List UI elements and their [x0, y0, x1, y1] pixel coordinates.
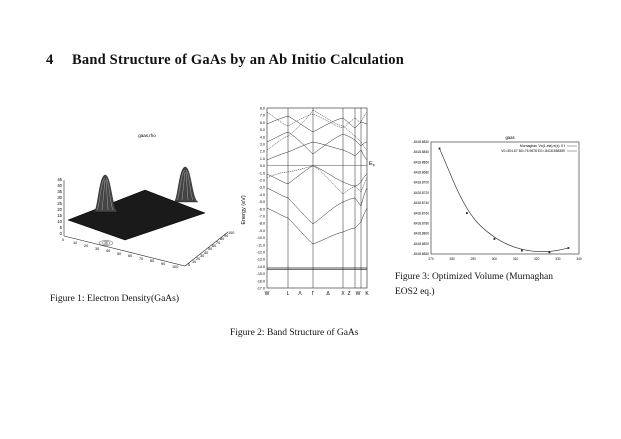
- svg-text:-8418.8680: -8418.8680: [412, 170, 429, 175]
- svg-text:0: 0: [62, 238, 65, 242]
- svg-text:310: 310: [512, 257, 519, 261]
- svg-text:50: 50: [208, 247, 213, 251]
- fig3-data-point: [494, 238, 496, 240]
- fig3-fit-curve: [440, 149, 569, 252]
- svg-text:3.0: 3.0: [259, 142, 265, 147]
- fig1-base-frame: [64, 232, 228, 266]
- svg-text:70: 70: [139, 257, 144, 261]
- svg-text:10: 10: [192, 260, 197, 264]
- svg-text:35: 35: [57, 189, 62, 194]
- fig3-data-point: [466, 212, 468, 214]
- fig3-data-point: [439, 148, 441, 150]
- svg-text:0.0: 0.0: [259, 164, 265, 169]
- svg-text:10: 10: [57, 219, 62, 224]
- svg-text:20: 20: [84, 244, 89, 248]
- svg-text:-13.0: -13.0: [256, 257, 265, 262]
- svg-text:6.0: 6.0: [259, 120, 265, 125]
- svg-text:-8418.8820: -8418.8820: [412, 241, 429, 246]
- svg-text:4.0: 4.0: [259, 135, 265, 140]
- fig1-contour: [99, 241, 113, 246]
- section-title: Band Structure of GaAs by an Ab Initio Calculation: [72, 52, 405, 68]
- fig3-data-points: [439, 148, 570, 254]
- svg-text:-8418.8780: -8418.8780: [412, 221, 429, 226]
- svg-text:5.0: 5.0: [259, 128, 265, 133]
- svg-text:1.0: 1.0: [259, 156, 265, 161]
- svg-text:5: 5: [59, 225, 62, 230]
- fig3-data-point: [521, 250, 523, 252]
- fig1-plot-title: gaas.rho: [138, 133, 156, 138]
- svg-text:-8418.8820: -8418.8820: [412, 140, 429, 144]
- section-heading: [46, 52, 404, 69]
- svg-text:-8.0: -8.0: [258, 221, 265, 226]
- fig3-legend-line2: V0=304.67 B0=75.9678 E0=-8418.858359: [501, 149, 565, 153]
- fig1-x-ticks: [62, 238, 178, 269]
- svg-text:40: 40: [204, 251, 209, 255]
- svg-text:50: 50: [117, 252, 122, 256]
- svg-text:-8418.8740: -8418.8740: [412, 201, 429, 206]
- fig3-data-point: [568, 247, 570, 249]
- svg-text:-14.0: -14.0: [256, 264, 265, 269]
- svg-text:Z: Z: [347, 291, 351, 297]
- volume-optimization-plot: [393, 132, 583, 264]
- svg-text:40: 40: [57, 183, 62, 188]
- svg-text:-8418.8700: -8418.8700: [412, 180, 429, 185]
- svg-text:45: 45: [57, 177, 62, 182]
- svg-text:70: 70: [216, 241, 221, 245]
- svg-text:10: 10: [73, 241, 78, 245]
- svg-text:X: X: [341, 291, 345, 297]
- svg-text:W: W: [355, 291, 361, 297]
- svg-text:90: 90: [161, 262, 166, 266]
- svg-text:L: L: [286, 291, 290, 297]
- svg-text:7.0: 7.0: [259, 113, 265, 118]
- svg-text:60: 60: [128, 254, 133, 258]
- svg-text:-2.0: -2.0: [258, 178, 265, 183]
- svg-text:30: 30: [95, 247, 100, 251]
- fig2-k-labels: [265, 291, 370, 297]
- svg-text:Δ: Δ: [326, 291, 330, 297]
- svg-text:40: 40: [106, 249, 111, 253]
- svg-text:330: 330: [555, 257, 561, 261]
- svg-text:-17.0: -17.0: [256, 286, 265, 291]
- fig2-fermi-label: $E_F$: [369, 161, 376, 168]
- fig3-legend: [501, 144, 577, 153]
- svg-text:290: 290: [470, 257, 476, 261]
- svg-text:-8418.8760: -8418.8760: [412, 211, 429, 216]
- svg-text:-7.0: -7.0: [258, 214, 265, 219]
- fig2-ylabel: Energy (eV): [241, 195, 247, 225]
- svg-text:-1.0: -1.0: [258, 171, 265, 176]
- svg-text:100: 100: [228, 231, 235, 235]
- svg-text:8.0: 8.0: [259, 106, 265, 111]
- fig2-kpoint-lines: [288, 108, 361, 288]
- svg-text:-11.0: -11.0: [256, 243, 265, 248]
- svg-text:Λ: Λ: [298, 291, 302, 297]
- fig3-y-ticks: [413, 140, 429, 256]
- fig2-y-ticks: [257, 107, 265, 291]
- band-structure-plot: [236, 98, 384, 298]
- section-number: 4: [46, 52, 54, 68]
- svg-text:270: 270: [428, 257, 434, 261]
- svg-text:-8418.8860: -8418.8860: [412, 160, 429, 165]
- svg-text:-15.0: -15.0: [256, 272, 265, 277]
- svg-text:-8418.8800: -8418.8800: [412, 231, 429, 236]
- svg-text:0: 0: [59, 231, 62, 236]
- svg-text:20: 20: [196, 257, 201, 261]
- svg-text:90: 90: [224, 234, 229, 238]
- svg-text:80: 80: [150, 259, 155, 263]
- svg-text:-9.0: -9.0: [258, 228, 265, 233]
- svg-text:300: 300: [491, 257, 498, 261]
- fig1-z-ticks: [57, 177, 62, 236]
- svg-text:-10.0: -10.0: [256, 236, 265, 241]
- svg-text:-4.0: -4.0: [258, 192, 265, 197]
- figure3-caption-line1: Figure 3: Optimized Volume (Murnaghan: [395, 272, 553, 282]
- svg-text:340: 340: [576, 257, 582, 261]
- svg-text:-8418.8720: -8418.8720: [412, 190, 429, 195]
- svg-text:100: 100: [172, 265, 179, 269]
- svg-text:30: 30: [57, 195, 62, 200]
- svg-text:-5.0: -5.0: [258, 200, 265, 205]
- svg-text:2.0: 2.0: [259, 149, 265, 154]
- svg-text:60: 60: [212, 244, 217, 248]
- svg-text:280: 280: [449, 257, 455, 261]
- svg-text:Γ: Γ: [311, 291, 315, 297]
- svg-text:-8418.8840: -8418.8840: [412, 150, 429, 155]
- fig2-bands: [267, 110, 367, 269]
- svg-text:30: 30: [200, 254, 205, 258]
- svg-text:80: 80: [220, 237, 225, 241]
- fig3-data-point: [549, 251, 551, 253]
- svg-text:15: 15: [57, 213, 62, 218]
- fig2-frame: [267, 108, 367, 288]
- figure3-caption: [395, 270, 553, 300]
- fig3-plot-title: gaas: [505, 135, 515, 140]
- svg-text:-12.0: -12.0: [256, 250, 265, 255]
- fig3-legend-line1: Murnaghan 'Vo(1-eta) e(x): 0.f: [519, 144, 565, 148]
- electron-density-plot: [50, 128, 245, 278]
- svg-text:0: 0: [188, 263, 191, 267]
- svg-text:20: 20: [57, 207, 62, 212]
- fig1-y-ticks: [188, 231, 234, 267]
- svg-text:-3.0: -3.0: [258, 185, 265, 190]
- svg-text:25: 25: [57, 201, 62, 206]
- figure2-caption: Figure 2: Band Structure of GaAs: [230, 328, 359, 338]
- svg-text:-8418.8840: -8418.8840: [412, 252, 429, 256]
- svg-text:320: 320: [534, 257, 540, 261]
- figure3-caption-line2: EOS2 eq.): [395, 287, 435, 297]
- svg-text:W: W: [264, 291, 270, 297]
- fig3-x-ticks: [428, 257, 582, 261]
- svg-text:K: K: [365, 291, 369, 297]
- fig3-frame: [431, 142, 579, 254]
- svg-text:-6.0: -6.0: [258, 207, 265, 212]
- svg-text:-16.0: -16.0: [256, 279, 265, 284]
- figure1-caption: Figure 1: Electron Density(GaAs): [50, 294, 180, 304]
